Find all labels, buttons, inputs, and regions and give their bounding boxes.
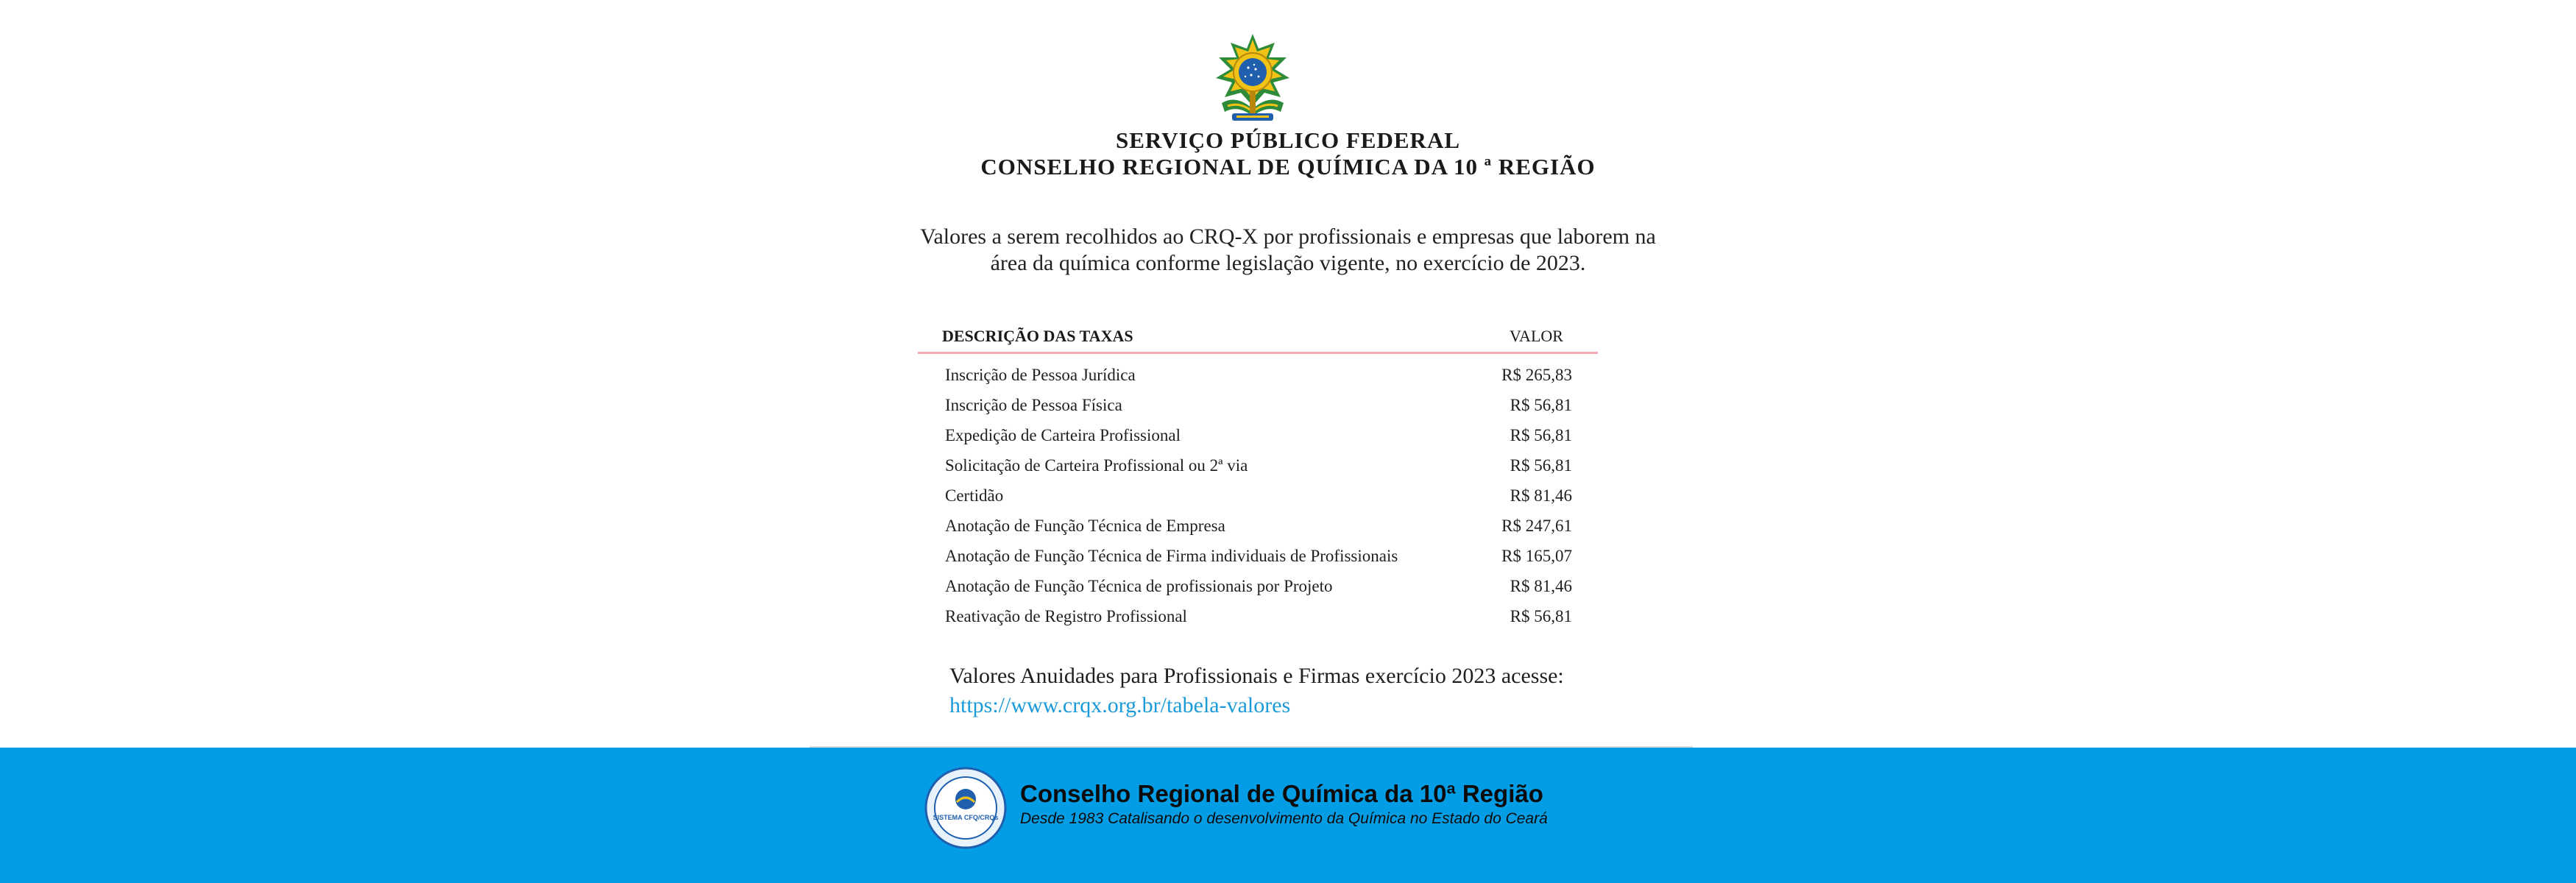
fee-value: R$ 265,83 bbox=[1501, 366, 1572, 384]
annuity-link[interactable]: https://www.crqx.org.br/tabela-valores bbox=[949, 693, 1291, 717]
fee-description: Certidão bbox=[945, 486, 1004, 505]
fee-description: Anotação de Função Técnica de Empresa bbox=[945, 517, 1225, 535]
intro-line2: área da química conforme legislação vigente, no exercício de 2023. bbox=[990, 251, 1586, 275]
table-row bbox=[0, 426, 2576, 455]
intro-line1: Valores a serem recolhidos ao CRQ-X por profissionais e empresas que laborem na bbox=[920, 224, 1656, 249]
header-title-line2: CONSELHO REGIONAL DE QUÍMICA DA 10 ª REGIÃO bbox=[980, 154, 1596, 180]
fee-value: R$ 56,81 bbox=[1510, 396, 1572, 414]
fee-description: Anotação de Função Técnica de Firma individuais de Profissionais bbox=[945, 547, 1398, 565]
table-row bbox=[0, 366, 2576, 395]
fee-description: Expedição de Carteira Profissional bbox=[945, 426, 1181, 444]
fee-description: Inscrição de Pessoa Jurídica bbox=[945, 366, 1136, 384]
brazil-coat-of-arms-icon bbox=[1207, 32, 1298, 127]
table-row bbox=[0, 456, 2576, 486]
column-header-value: VALOR bbox=[1510, 327, 1563, 345]
fee-value: R$ 56,81 bbox=[1510, 456, 1572, 475]
fee-description: Inscrição de Pessoa Física bbox=[945, 396, 1122, 414]
crq-seal-icon bbox=[924, 767, 1007, 849]
table-row bbox=[0, 486, 2576, 516]
footer-title: Conselho Regional de Química da 10ª Região bbox=[1020, 780, 1543, 807]
seal-label: SISTEMA CFQ/CRQs bbox=[933, 814, 999, 821]
fee-value: R$ 165,07 bbox=[1501, 547, 1572, 565]
table-header-rule bbox=[918, 352, 1598, 354]
table-row bbox=[0, 607, 2576, 636]
fee-value: R$ 56,81 bbox=[1510, 426, 1572, 444]
table-row bbox=[0, 396, 2576, 425]
intro-paragraph bbox=[0, 224, 2576, 277]
fee-value: R$ 247,61 bbox=[1501, 517, 1572, 535]
fee-value: R$ 81,46 bbox=[1510, 577, 1572, 595]
fee-value: R$ 56,81 bbox=[1510, 607, 1572, 625]
fee-description: Reativação de Registro Profissional bbox=[945, 607, 1187, 625]
table-row bbox=[0, 547, 2576, 576]
fee-value: R$ 81,46 bbox=[1510, 486, 1572, 505]
table-row bbox=[0, 577, 2576, 606]
header-title-line1: SERVIÇO PÚBLICO FEDERAL bbox=[1115, 127, 1461, 153]
fee-description: Anotação de Função Técnica de profissionais por Projeto bbox=[945, 577, 1333, 595]
column-header-description: DESCRIÇÃO DAS TAXAS bbox=[942, 327, 1133, 345]
fee-description: Solicitação de Carteira Profissional ou 2ª via bbox=[945, 456, 1248, 475]
table-row bbox=[0, 517, 2576, 546]
annuity-text: Valores Anuidades para Profissionais e Firmas exercício 2023 acesse: bbox=[949, 664, 1564, 688]
footer-subtitle: Desde 1983 Catalisando o desenvolvimento da Química no Estado do Ceará bbox=[1020, 810, 1548, 827]
